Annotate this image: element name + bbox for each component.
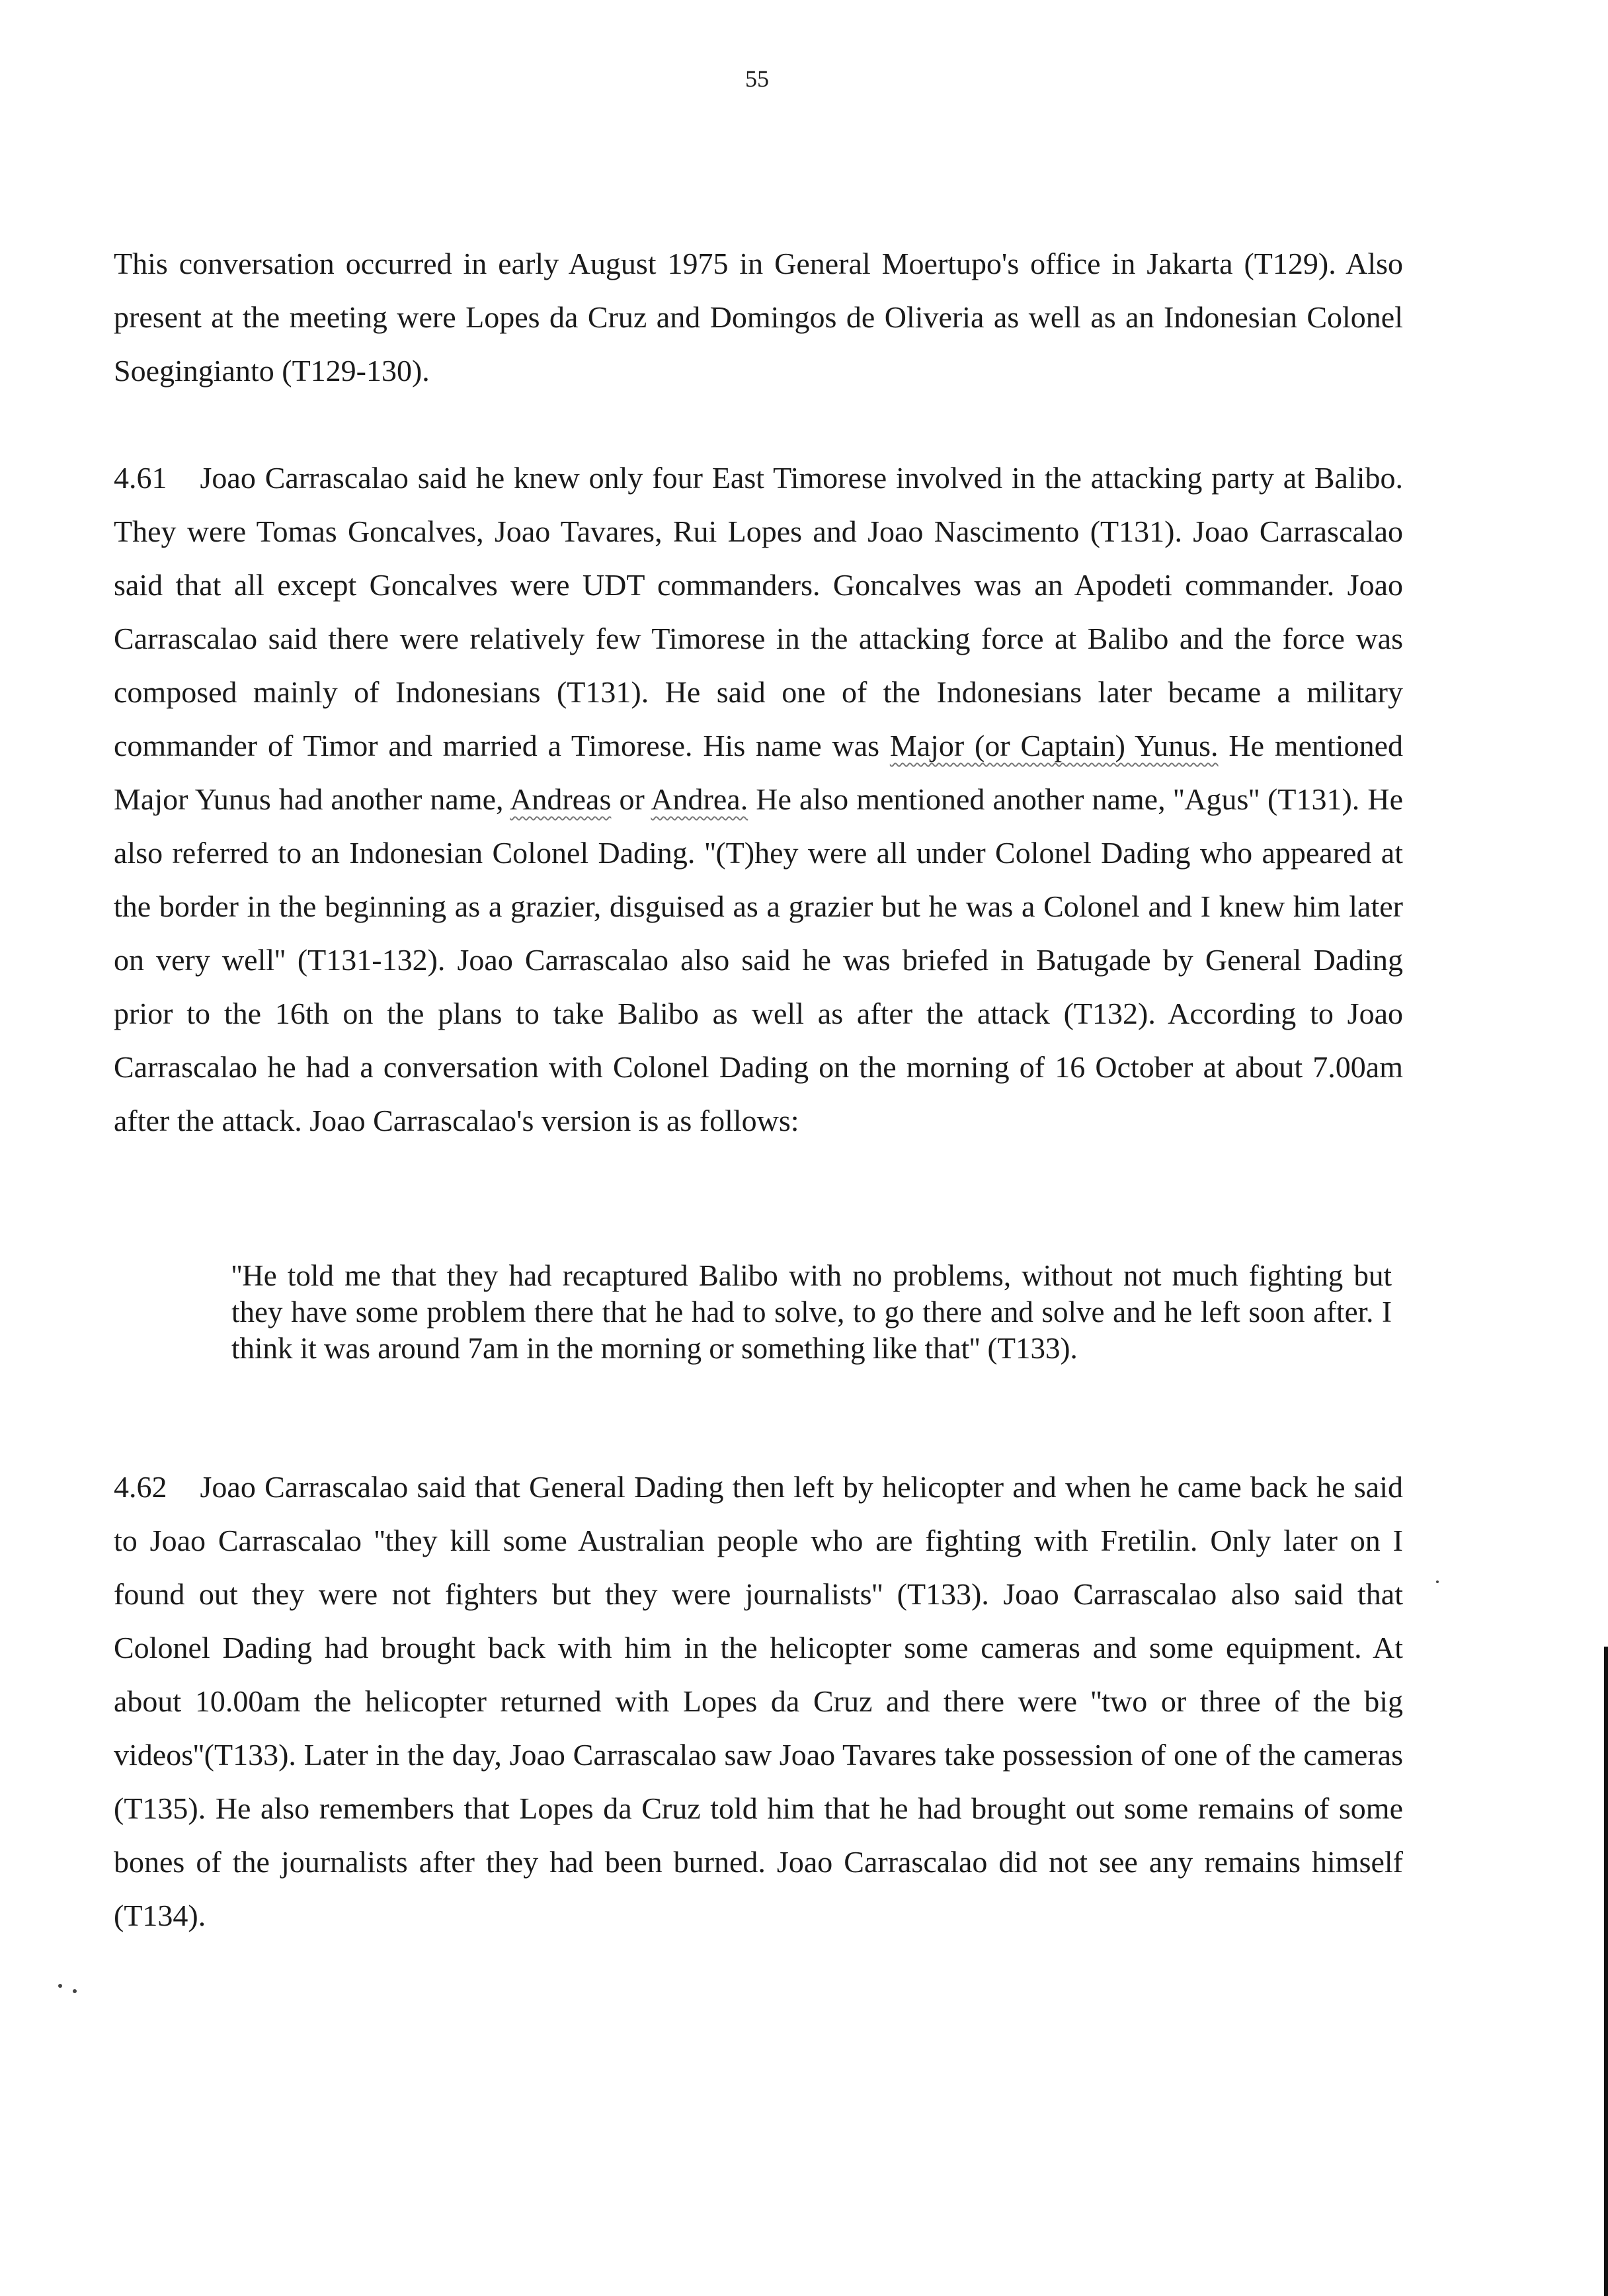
page-number: 55 bbox=[745, 65, 769, 92]
name-major-yunus: Major (or Captain) Yunus. bbox=[889, 729, 1219, 762]
paragraph-4-61 bbox=[114, 451, 1403, 1147]
paragraph-number: 4.62 bbox=[114, 1470, 167, 1504]
scan-speck bbox=[73, 1989, 77, 1993]
quote-text: ''He told me that they had recaptured Balibo with no problems, without not much fighting but they have some problem there that he had to solve, to go there and solve and he left soon after. I think it was around 7am in the morning or something like that'' (T133). bbox=[231, 1259, 1392, 1365]
paragraph-text-a: Joao Carrascalao said he knew only four East Timorese involved in the attacking party at Balibo. They were Tomas Goncalves, Joao Tavares, Rui Lopes and Joao Nascimento (T131). Joao Carrascalao said that all except Goncalves were UDT commanders. Goncalves was an Apodeti commander. Joao Carrascalao said there were relatively few Timorese in the attacking force at Balibo and the force was composed mainly of Indonesians (T131). He said one of the Indonesians later became a military commander of Timor and married a Timorese. His name was bbox=[114, 461, 1403, 762]
paragraph-4-62 bbox=[114, 1460, 1403, 1942]
paragraph-text: This conversation occurred in early August 1975 in General Moertupo's office in Jakarta (T129). Also present at the meeting were Lopes da Cruz and Domingos de Oliveria as well as an Indonesian Colonel Soegingianto (T129-130). bbox=[114, 247, 1403, 388]
paragraph-conversation bbox=[114, 237, 1403, 397]
scan-speck bbox=[58, 1984, 62, 1988]
name-andrea: Andrea. bbox=[651, 782, 748, 816]
paragraph-text-b: He mentioned Major Yunus had another name, bbox=[114, 729, 1403, 816]
scan-speck bbox=[1436, 1580, 1439, 1583]
paragraph-text-or: or bbox=[611, 782, 651, 816]
paragraph-text-c: He also mentioned another name, ''Agus'' (T131). He also referred to an Indonesian Colonel Dading. ''(T)hey were all under Colonel Dading who appeared at the border in the beginning as a grazier, disguised as a grazier but he was a Colonel and I knew him later on very well'' (T131-132). Joao Carrascalao also said he was briefed in Batugade by General Dading prior to the 16th on the plans to take Balibo as well as after the attack (T132). According to Joao Carrascalao he had a conversation with Colonel Dading on the morning of 16 October at about 7.00am after the attack. Joao Carrascalao's version is as follows: bbox=[114, 782, 1403, 1137]
block-quote bbox=[231, 1258, 1392, 1367]
paragraph-number: 4.61 bbox=[114, 461, 167, 495]
name-andreas: Andreas bbox=[510, 782, 612, 816]
scan-edge-line bbox=[1604, 1647, 1608, 2296]
paragraph-text: Joao Carrascalao said that General Dading then left by helicopter and when he came back he said to Joao Carrascalao ''they kill some Australian people who are fighting with Fretilin. Only later on I found out they were not fighters but they were journalists'' (T133). Joao Carrascalao also said that Colonel Dading had brought back with him in the helicopter some cameras and some equipment. At about 10.00am the helicopter returned with Lopes da Cruz and there were ''two or three of the big videos''(T133). Later in the day, Joao Carrascalao saw Joao Tavares take possession of one of the cameras (T135). He also remembers that Lopes da Cruz told him that he had brought out some remains of some bones of the journalists after they had been burned. Joao Carrascalao did not see any remains himself (T134). bbox=[114, 1470, 1403, 1932]
